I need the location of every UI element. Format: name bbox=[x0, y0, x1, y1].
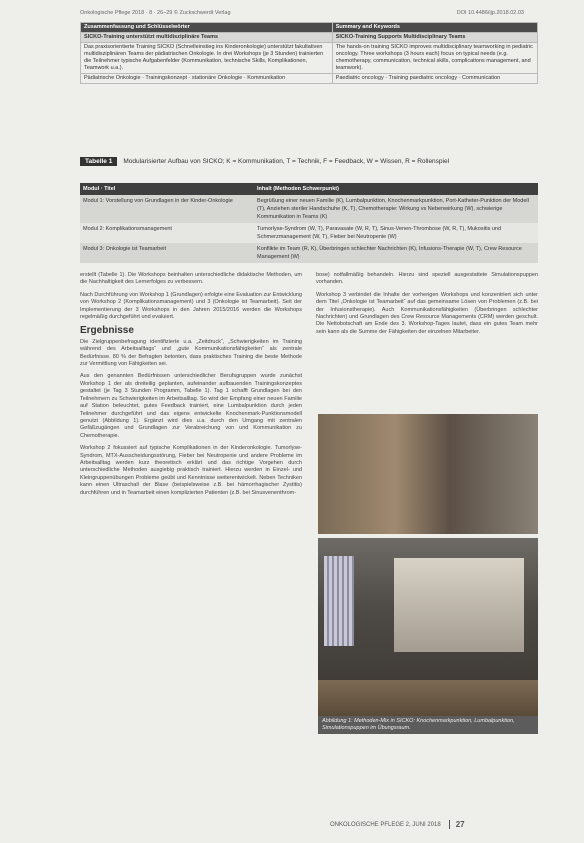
table-row bbox=[80, 223, 538, 243]
module-cell: Modul 2: Komplikationsmanagement bbox=[83, 226, 172, 232]
section-heading-results: Ergebnisse bbox=[80, 325, 134, 337]
table-row bbox=[80, 243, 538, 263]
summary-keywords-table bbox=[80, 22, 538, 84]
page-footer bbox=[330, 820, 465, 829]
page-number: 27 bbox=[449, 820, 465, 829]
body-paragraph: bose) notfallmäßig behandeln. Hierzu sind speziell ausgestattete Simulationspuppen vorhanden. bbox=[316, 272, 538, 286]
body-paragraph: Workshop 2 fokussiert auf typische Komplikationen in der Kinderonkologie. Tumorlyse-Syndrom, MTX-Ausscheidungsstörung, Fieber bei Neutropenie und andere Probleme im Arbeitsalltag werden kurz theoretisch erklärt und das richtige Vorgehen durch unterschiedliche Methoden ausgiebig praktisch trainiert. Hierzu werden in Einzel- und Kleingruppenübungen Probleme geübt und Kenntnisse weiterentwickelt. Neben Techniken kann einen Ultraschall der Blase (beispielsweise z.B. bei hämorrhagischer Zystitis) durchführen und in Teamarbeit einen komplizierten Patienten (z.B. bei Sinusvenenthrom- bbox=[80, 445, 302, 496]
right-column bbox=[316, 272, 538, 341]
module-cell: Modul 1: Vorstellung von Grundlagen in der Kinder-Onkologie bbox=[83, 198, 233, 204]
module-table bbox=[80, 183, 538, 263]
body-paragraph: Nach Durchführung von Workshop 1 (Grundlagen) erfolgte eine Evaluation zur Entwicklung von Workshop 2 (Komplikationsmanagement) und 3 (Onkologie ist Teamarbeit). Seit der Implementierung der 3 Workshops in den Jahren 2015/2016 werden die Workshops regelmäßig durchgeführt und evaluiert. bbox=[80, 291, 302, 321]
page-header bbox=[80, 10, 524, 16]
body-paragraph: Workshop 3 verbindet die Inhalte der vorherigen Workshops und konzentriert sich unter dem Titel „Onkologie ist Teamarbeit“ auf das gemeinsame Lösen von Problemen (z.B. bei der Infusionstherapie). Auch Kommunikationsfähigkeiten (Überbringen schlechter Nachrichten) und Grundlagen des Crew Resource Managements (CRM) werden geschult. Die Nettobotschaft am Ende des 3. Workshop-Tages lautet, dass ein gutes Team mehr sein kann als die Summe der Fähigkeiten der einzelnen Mitarbeiter. bbox=[316, 291, 538, 335]
summary-de-heading: Zusammenfassung und Schlüsselwörter bbox=[81, 23, 333, 33]
summary-en-heading: Summary and Keywords bbox=[332, 23, 537, 33]
table-badge: Tabelle 1 bbox=[80, 157, 117, 166]
body-paragraph: erstellt (Tabelle 1). Die Workshops beinhalten unterschiedliche didaktische Methoden, um die Nachhaltigkeit des Lernerfolges zu verbessern. bbox=[80, 272, 302, 286]
body-paragraph: Die Zielgruppenbefragung identifizierte u.a. „Zeitdruck“, „Schwierigkeiten im Training während des Arbeitsalltags“ und „gute Kommunikationsfähigkeiten“ als zentrale Bedürfnisse. 80 % der Befragten betonten, dass praktisches Training die beste Methode zur Vermittlung von Fähigkeiten sei. bbox=[80, 338, 302, 368]
content-cell: Konflikte im Team (R, K), Überbringen schlechter Nachrichten (K), Infusions-Therapie (W, T), Crew Resource Management (W) bbox=[257, 246, 522, 260]
summary-en-text: The hands-on training SICKO improves multidisciplinary teamworking in pediatric oncology. Three workshops (3 hours each) focus on typical needs (e.g. chemotherapy, communication, technical skills, complications management, and teamwork). bbox=[332, 43, 537, 74]
chairs-row bbox=[318, 680, 538, 716]
figure-caption: Abbildung 1: Methoden-Mix in SICKO: Knochenmarkpunktion, Lumbalpunktion, Simulationspuppen im Übungsraum. bbox=[318, 716, 538, 734]
body-paragraph: Aus den genannten Bedürfnissen unterschiedlicher Berufsgruppen wurde zunächst Workshop 1 der als dreiteilig geplanten, aufeinander aufbauenden Trainingskonzeptes gestaltet (je Tag 3 Stunden Programm, Tabelle 1). Tag 1 schafft Grundlagen bei den Teilnehmern zu Schwierigkeiten im Arbeitsalltag. So wird der Empfang einer neuen Familie auf Station beleuchtet, gutes Feedback trainiert, eine Lumbalpunktion durch jeden Teilnehmer durchgeführt und das eigens entwickelte Knochenmark-Punktionsmodell genutzt (Abbildung 1). Ergänzt wird dies u.a. durch den Umgang mit zentralen Gefäßzugängen und Grundlagen zur Verabreichung von und Kommunikation zu Chemotherapie. bbox=[80, 373, 302, 439]
table-label bbox=[80, 157, 449, 166]
window-blinds bbox=[324, 556, 354, 646]
summary-de-keywords: Pädiatrische Onkologie · Trainingskonzept · stationäre Onkologie · Kommunikation bbox=[81, 74, 333, 84]
footer-journal: ONKOLOGISCHE PFLEGE 2, JUNI 2018 bbox=[330, 821, 441, 828]
figure-photo-room bbox=[318, 538, 538, 716]
module-cell: Modul 3: Onkologie ist Teamarbeit bbox=[83, 246, 167, 252]
content-cell: Begrüßung einer neuen Familie (K), Lumbalpunktion, Knochenmarkpunktion, Port-Katheter-Punktion der Modell (T), Anziehen steriler Handschuhe (K, T), Chemotherapie: Wirkung vs Nebenwirkung (W), schwierige Kommunikation in Teams (K) bbox=[257, 198, 529, 220]
module-col-header: Modul · Titel bbox=[80, 183, 254, 195]
projection-screen bbox=[394, 558, 524, 652]
table-row bbox=[80, 195, 538, 223]
summary-de-subtitle: SICKO-Training unterstützt multidisziplinäre Teams bbox=[81, 33, 333, 43]
figure-photo-training bbox=[318, 414, 538, 534]
left-column bbox=[80, 272, 302, 502]
summary-de-text: Das praxisorientierte Training SICKO (Schnelleinstieg ins Kinderonkologie) unterstützt fakultativen multidisziplinären Teams der pädiatrischen Onkologie. In drei Workshops (je 3 Stunden) trainierten die Teilnehmer typische Aufgabenfelder (Kommunikation, technische Skills, Komplikationen, Teamwork u.a.). bbox=[81, 43, 333, 74]
content-col-header: Inhalt (Methoden Schwerpunkt) bbox=[254, 183, 538, 195]
table-caption: Modularisierter Aufbau von SICKO; K = Kommunikation, T = Technik, F = Feedback, W = Wissen, R = Rollenspiel bbox=[123, 158, 450, 165]
summary-en-subtitle: SICKO-Training Supports Multidisciplinary Teams bbox=[332, 33, 537, 43]
content-cell: Tumorlyse-Syndrom (W, T), Paravasate (W, R, T), Sinus-Venen-Thrombose (W, R, T), Mukositis und Schmerzmanagement (W, T), Fieber bei Neutropenie (W) bbox=[257, 226, 502, 240]
summary-en-keywords: Paediatric oncology · Training paediatric oncology · Communication bbox=[332, 74, 537, 84]
header-citation: Onkologische Pflege 2018 · 8 · 26–29 © Zuckschwerdt Verlag bbox=[80, 10, 231, 16]
header-doi: DOI 10.4486/ijp.2018.02.03 bbox=[456, 10, 524, 16]
